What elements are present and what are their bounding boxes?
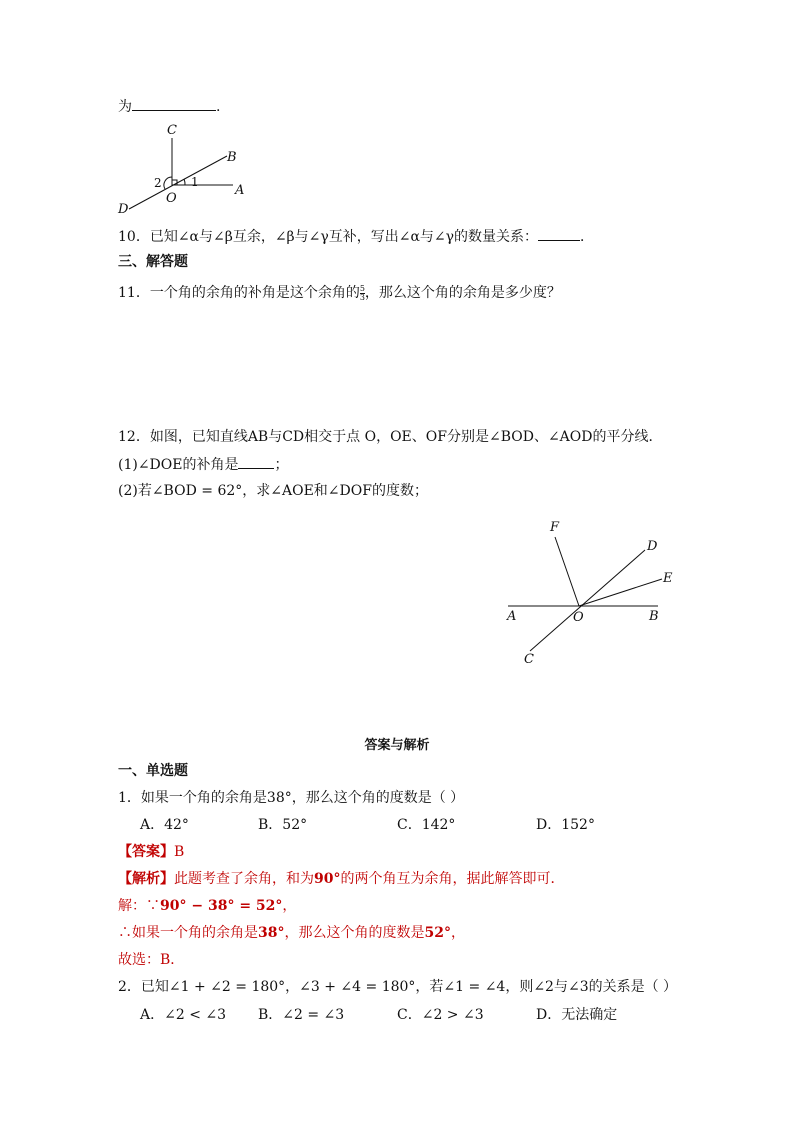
- a1-option-d: D．152°: [536, 817, 595, 833]
- a1-therefore-val1: 38°: [258, 925, 285, 941]
- a2-option-c: C．∠2 > ∠3: [397, 1007, 484, 1023]
- label-a2: A: [507, 609, 517, 624]
- a1-analysis-post: 的两个角互为余角，据此解答即可．: [340, 871, 565, 887]
- label-b: B: [227, 150, 237, 165]
- label-1: 1: [191, 175, 199, 189]
- q10-suffix: ．: [580, 229, 595, 245]
- q9-tail: [118, 96, 220, 117]
- a2-option-b: B．∠2 = ∠3: [258, 1007, 345, 1023]
- a1-option-c: C．142°: [397, 817, 456, 833]
- figure-angle-1: [115, 118, 255, 218]
- a1-option-b: B．52°: [258, 817, 308, 833]
- q9-prefix: 为: [118, 99, 132, 115]
- q10: [118, 226, 594, 247]
- a1-therefore-post: ，: [450, 925, 465, 941]
- q11: [118, 283, 561, 303]
- a1-therefore-pre: ∴如果一个角的余角是: [118, 925, 258, 941]
- section-3-title: 三、解答题: [118, 254, 188, 270]
- q9-suffix: .: [216, 99, 221, 115]
- line-db: [129, 156, 227, 209]
- section-1-title: 一、单选题: [118, 763, 188, 779]
- a1-option-a: A．42°: [140, 817, 189, 833]
- a1-therefore: [118, 923, 465, 943]
- label-d2: D: [647, 539, 658, 554]
- a1-sol-post: ，: [282, 898, 297, 914]
- label-o2: O: [573, 610, 584, 625]
- q12-part1-suffix: ；: [274, 457, 289, 473]
- q9-answer-blank[interactable]: [132, 96, 216, 111]
- a1-answer-tag: 【答案】: [118, 844, 174, 860]
- q11-post: ，那么这个角的余角是多少度？: [364, 285, 561, 301]
- label-2: 2: [154, 176, 162, 190]
- ray-of: [555, 537, 579, 606]
- ray-oe: [579, 579, 662, 606]
- a1-solution: [118, 896, 296, 916]
- a1-sol-red: 90° − 38° = 52°: [160, 898, 283, 914]
- a1-choice: 故选：B．: [118, 952, 185, 968]
- a2-option-a: A．∠2 < ∠3: [140, 1007, 227, 1023]
- angle-arc-1: [184, 179, 185, 185]
- q12-part1: [118, 454, 288, 475]
- a2-option-d: D．无法确定: [536, 1007, 618, 1023]
- label-o: O: [166, 191, 177, 206]
- label-a: A: [235, 183, 245, 198]
- a1-analysis-red: 90°: [314, 871, 341, 887]
- a1-analysis-tag: 【解析】: [118, 871, 174, 887]
- a1-analysis: [118, 869, 564, 889]
- a1-answer-value: B: [174, 844, 185, 860]
- q10-answer-blank[interactable]: [538, 226, 580, 241]
- label-c: C: [167, 123, 177, 138]
- line-cd: [530, 550, 645, 651]
- q12-stem: 12．如图，已知直线AB与CD相交于点 O，OE、OF分别是∠BOD、∠AOD的平分线．: [118, 429, 663, 445]
- a2-question: 2．已知∠1 + ∠2 = 180°，∠3 + ∠4 = 180°，若∠1 = ∠4，则∠2与∠3的关系是（ ）: [118, 979, 678, 995]
- q11-frac-num: 5: [359, 283, 365, 293]
- q12-answer-blank[interactable]: [238, 454, 274, 469]
- label-e: E: [663, 571, 673, 586]
- q11-frac-den: 3: [359, 292, 365, 302]
- figure-angle-2: [500, 514, 690, 674]
- q12-part2: (2)若∠BOD = 62°，求∠AOE和∠DOF的度数；: [118, 483, 428, 499]
- label-b2: B: [649, 609, 659, 624]
- a1-analysis-pre: 此题考查了余角，和为: [174, 871, 314, 887]
- label-f: F: [550, 520, 560, 535]
- answers-title: 答案与解析: [364, 738, 430, 753]
- label-c2: C: [524, 652, 534, 667]
- a1-sol-pre: 解：∵: [118, 898, 160, 914]
- a1-answer: [118, 842, 184, 862]
- a1-therefore-val2: 52°: [424, 925, 451, 941]
- a1-therefore-mid: ，那么这个角的度数是: [284, 925, 425, 941]
- q11-pre: 11．一个角的余角的补角是这个余角的: [118, 285, 360, 301]
- q12-part1-text: (1)∠DOE的补角是: [118, 457, 239, 473]
- label-d: D: [118, 202, 129, 217]
- angle-arc-2: [164, 177, 172, 189]
- q10-text: 10．已知∠α与∠β互余，∠β与∠γ互补，写出∠α与∠γ的数量关系：: [118, 229, 539, 245]
- a1-question: 1．如果一个角的余角是38°，那么这个角的度数是（ ）: [118, 790, 465, 806]
